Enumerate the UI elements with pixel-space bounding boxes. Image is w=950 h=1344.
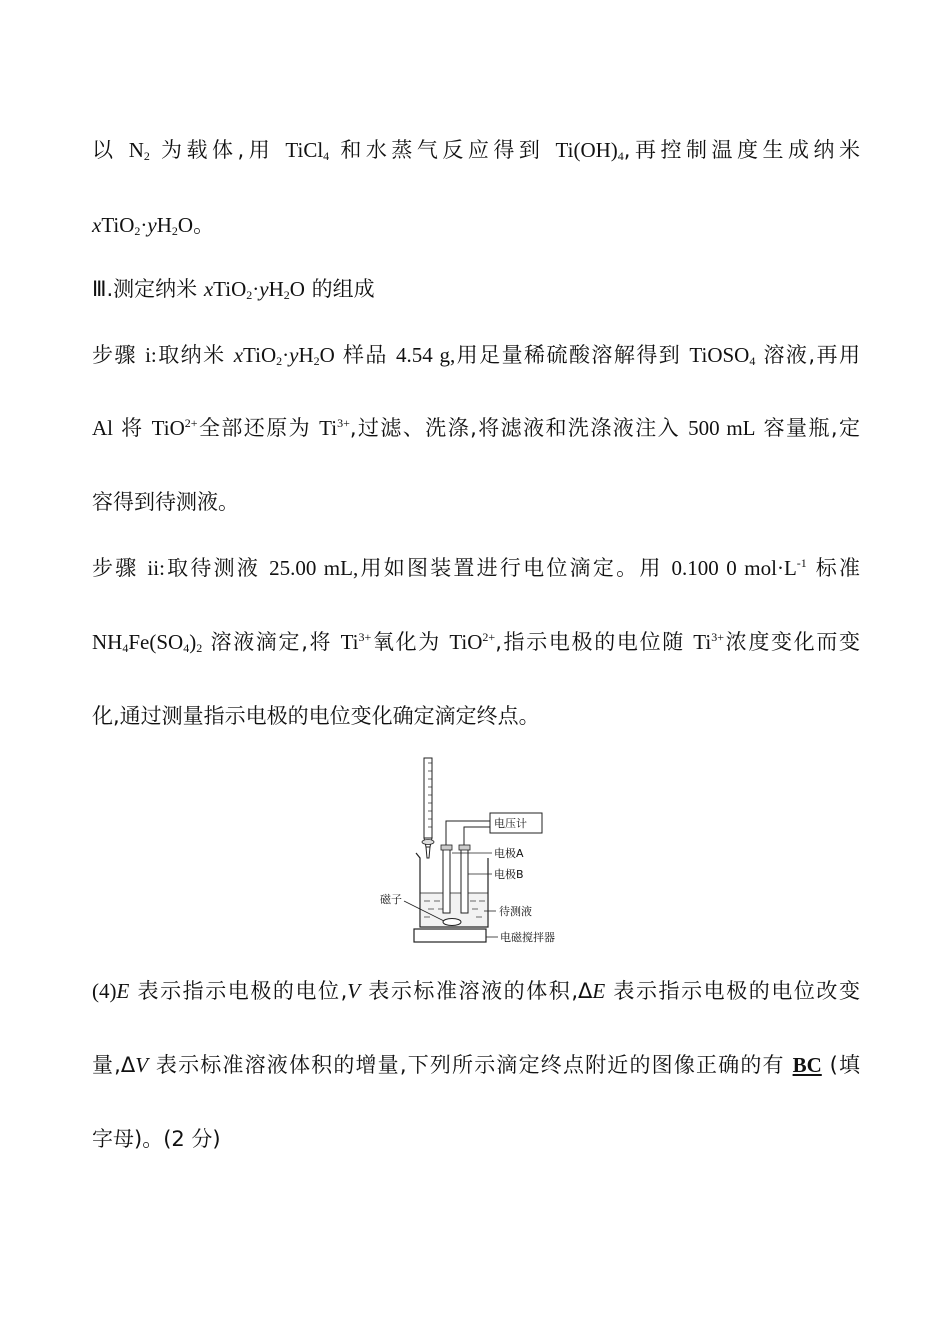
- stir-bar: [443, 919, 461, 926]
- text: 步骤: [92, 343, 146, 367]
- italic-var: y: [259, 277, 269, 301]
- text: 用足量稀硫酸溶解得到: [455, 343, 690, 367]
- text: 浓度变化而变: [723, 630, 861, 654]
- text: 步骤: [92, 556, 148, 580]
- text: TiO: [213, 277, 247, 301]
- subscript: 4: [617, 149, 624, 163]
- text-line-2: [92, 211, 860, 239]
- text: 以: [92, 138, 129, 162]
- text: (填: [821, 1053, 860, 1077]
- italic-var: E: [116, 979, 130, 1003]
- text: ,指示电极的电位随: [495, 630, 694, 654]
- subscript: 2: [134, 224, 141, 238]
- superscript: 3+: [358, 630, 372, 644]
- text: TiO: [243, 343, 277, 367]
- voltmeter-label: 电压计: [494, 817, 527, 830]
- text: 表示指示电极的电位改变: [605, 979, 860, 1003]
- section-heading: [92, 275, 860, 303]
- electrode-a: [443, 847, 450, 913]
- text-line-9: [92, 702, 860, 730]
- italic-var: y: [147, 213, 157, 237]
- text: 表示标准溶液体积的增量,下列所示滴定终点附近的图像正确的有: [148, 1053, 793, 1077]
- text: TiOSO: [689, 343, 750, 367]
- text: 的组成: [304, 277, 375, 301]
- wire-a: [446, 821, 490, 847]
- text: ii:: [147, 556, 165, 580]
- text: ·: [252, 277, 260, 301]
- text: Fe(SO: [128, 630, 184, 654]
- subscript: 4: [183, 641, 190, 655]
- solution-label: 待测液: [499, 905, 532, 918]
- text: Ti: [693, 630, 712, 654]
- question-line-2: [92, 1051, 860, 1079]
- text: 取待测液: [164, 556, 270, 580]
- text: Ⅲ.测定纳米: [92, 277, 204, 301]
- text: TiO: [449, 630, 483, 654]
- text: 量,Δ: [92, 1053, 136, 1077]
- text: 500 mL: [688, 416, 756, 440]
- text: 标准: [806, 556, 860, 580]
- text: O: [319, 343, 335, 367]
- subscript: 2: [283, 288, 290, 302]
- titration-apparatus-figure: [376, 755, 576, 950]
- text-line-7: [92, 554, 860, 582]
- text: N: [128, 138, 144, 162]
- text: 氧化为: [371, 630, 450, 654]
- subscript: 2: [171, 224, 178, 238]
- subscript: 4: [323, 149, 330, 163]
- text-line-4: [92, 341, 860, 369]
- electrode-b-label: 电极B: [494, 868, 524, 881]
- electrode-b-cap: [459, 845, 470, 850]
- superscript: -1: [796, 556, 807, 570]
- text: 0.100 0 mol·L: [671, 556, 797, 580]
- subscript: 4: [122, 641, 129, 655]
- text: 表示指示电极的电位,: [129, 979, 348, 1003]
- text: 容量瓶,定: [755, 416, 860, 440]
- question-line-3: [92, 1125, 860, 1153]
- text: ·: [282, 343, 290, 367]
- text: 用如图装置进行电位滴定。用: [358, 556, 672, 580]
- text: Al: [92, 416, 113, 440]
- text: 字母)。: [92, 1127, 164, 1151]
- text: 和水蒸气反应得到: [329, 138, 556, 162]
- stirrer-base: [414, 929, 486, 942]
- text: H: [298, 343, 314, 367]
- text: H: [268, 277, 284, 301]
- italic-var: x: [233, 343, 244, 367]
- text: 样品: [334, 343, 396, 367]
- subscript: 2: [246, 288, 253, 302]
- italic-var: V: [347, 979, 361, 1003]
- text: TiO: [101, 213, 135, 237]
- text: (4): [92, 979, 117, 1003]
- text: 溶液滴定,将: [202, 630, 341, 654]
- subscript: 2: [276, 354, 283, 368]
- text: 全部还原为: [197, 416, 320, 440]
- text: TiCl: [285, 138, 324, 162]
- italic-var: y: [289, 343, 299, 367]
- text: Ti: [319, 416, 338, 440]
- subscript: 2: [196, 641, 203, 655]
- text: H: [156, 213, 172, 237]
- text: 将: [113, 416, 152, 440]
- text-line-6: [92, 488, 860, 516]
- text: 表示标准溶液的体积,Δ: [360, 979, 593, 1003]
- superscript: 2+: [482, 630, 496, 644]
- italic-var: V: [135, 1053, 149, 1077]
- question-line-1: [92, 977, 860, 1005]
- superscript: 3+: [711, 630, 724, 644]
- text: 溶液,再用: [755, 343, 860, 367]
- italic-var: E: [592, 979, 606, 1003]
- subscript: 4: [749, 354, 756, 368]
- burette-tip: [426, 847, 430, 858]
- superscript: 2+: [184, 416, 198, 430]
- electrode-a-cap: [441, 845, 452, 850]
- text: 。: [193, 213, 215, 237]
- text: Ti: [340, 630, 359, 654]
- text: 容得到待测液。: [92, 490, 239, 514]
- text: Ti(OH): [555, 138, 618, 162]
- italic-var: x: [203, 277, 214, 301]
- burette-tube: [424, 758, 432, 838]
- wire-b: [464, 827, 490, 847]
- text: 取纳米: [156, 343, 234, 367]
- electrode-a-label: 电极A: [494, 847, 524, 860]
- stopcock-knob: [422, 840, 434, 845]
- text: 4.54 g,: [396, 343, 456, 367]
- superscript: 3+: [337, 416, 350, 430]
- stir-bar-label: 磁子: [380, 893, 402, 906]
- text: O: [289, 277, 305, 301]
- text-line-5: [92, 414, 860, 442]
- text: i:: [145, 343, 157, 367]
- answer: BC: [792, 1053, 822, 1077]
- stirrer-label: 电磁搅拌器: [500, 931, 555, 944]
- text-line-1: [92, 136, 860, 164]
- text: ·: [140, 213, 148, 237]
- text: TiO: [151, 416, 185, 440]
- subscript: 2: [143, 149, 150, 163]
- text: ): [189, 630, 197, 654]
- electrode-b: [461, 847, 468, 913]
- score: (2 分): [163, 1127, 221, 1151]
- text: 为载体,用: [149, 138, 286, 162]
- text: NH: [92, 630, 123, 654]
- text: 25.00 mL,: [269, 556, 359, 580]
- text: ,再控制温度生成纳米: [623, 138, 860, 162]
- text-line-8: [92, 628, 860, 656]
- text: O: [177, 213, 194, 237]
- text: ,过滤、洗涤,将滤液和洗涤液注入: [349, 416, 689, 440]
- text: 化,通过测量指示电极的电位变化确定滴定终点。: [92, 704, 540, 728]
- italic-var: x: [92, 213, 102, 237]
- subscript: 2: [313, 354, 320, 368]
